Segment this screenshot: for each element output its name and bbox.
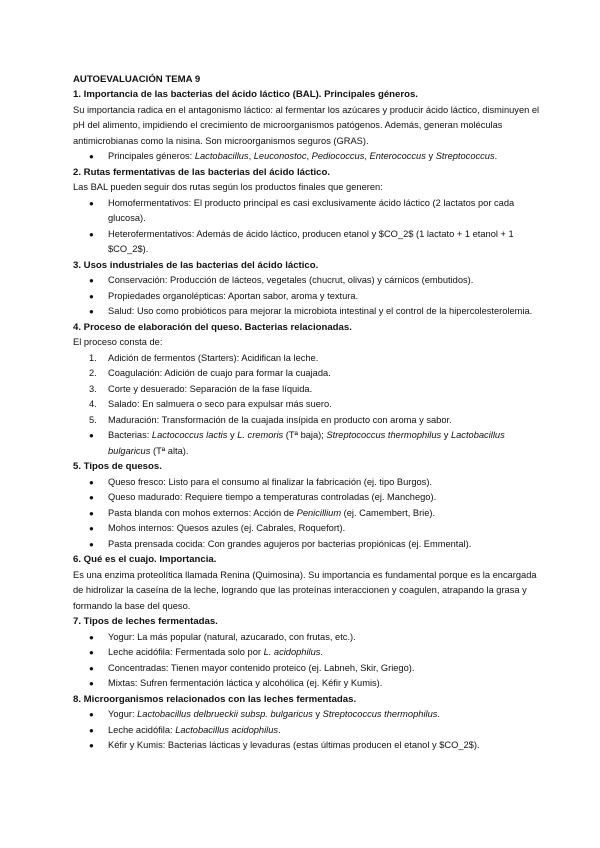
list-item: ● Queso fresco: Listo para el consumo al finalizar la fabricación (ej. tipo Burgos). — [73, 475, 540, 491]
bullet-icon: ● — [89, 508, 94, 518]
list-number: 2. — [89, 368, 97, 378]
list-item: 1. Adición de fermentos (Starters): Acidifican la leche. — [73, 351, 540, 367]
list-item: ● Conservación: Producción de lácteos, vegetales (chucrut, olivas) y cárnicos (embutidos). — [73, 273, 540, 289]
list-item: ● Mixtas: Sufren fermentación láctica y alcohólica (ej. Kéfir y Kumis). — [73, 676, 540, 692]
list-item: ● Principales géneros: Lactobacillus, Leuconostoc, Pediococcus, Enterococcus y Streptococcus. — [73, 149, 540, 165]
list-item: ● Heterofermentativos: Además de ácido láctico, producen etanol y $CO_2$ (1 lactato + 1 etanol + 1 $CO_2$). — [89, 228, 514, 254]
section-heading: 1. Importancia de las bacterias del ácido láctico (BAL). Principales géneros. — [73, 89, 418, 100]
section-3 — [73, 258, 540, 320]
list-number: 4. — [89, 399, 97, 409]
section-heading: 4. Proceso de elaboración del queso. Bacterias relacionadas. — [73, 321, 352, 333]
section-heading: 5. Tipos de quesos. — [73, 461, 162, 472]
bullet-list — [73, 428, 540, 459]
section-5 — [73, 459, 540, 552]
numbered-list — [73, 351, 540, 429]
list-item: 5. Maduración: Transformación de la cuajada insípida en producto con aroma y sabor. — [73, 413, 540, 429]
list-item: ● Pasta prensada cocida: Con grandes agujeros por bacterias propiónicas (ej. Emmental). — [73, 537, 540, 553]
list-item: ● Concentradas: Tienen mayor contenido proteico (ej. Labneh, Skir, Griego). — [73, 661, 540, 677]
bullet-icon: ● — [89, 741, 94, 750]
section-2 — [73, 165, 540, 258]
section-7 — [73, 614, 540, 692]
bullet-icon: ● — [89, 648, 94, 657]
bullet-icon: ● — [89, 152, 94, 161]
section-6 — [73, 552, 540, 614]
bullet-icon: ● — [89, 307, 94, 316]
list-item: 4. Salado: En salmuera o seco para expulsar más suero. — [73, 397, 540, 413]
section-paragraph: Las BAL pueden seguir dos rutas según los productos finales que generen: — [73, 182, 383, 192]
bullet-icon: ● — [89, 725, 94, 735]
bullet-icon: ● — [89, 632, 94, 642]
section-heading: 8. Microorganismos relacionados con las leches fermentadas. — [73, 693, 357, 705]
bullet-icon: ● — [89, 276, 94, 285]
list-item: ● Propiedades organolépticas: Aportan sabor, aroma y textura. — [73, 289, 540, 305]
list-item: ● Leche acidófila: Lactobacillus acidophilus. — [73, 723, 540, 739]
section-paragraph: Es una enzima proteolítica llamada Renina (Quimosina). Su importancia es fundamental porque es la encargada de hidrolizar la caseína de la leche, logrando que las proteínas interaccionen y coagulen, atrapando la grasa y formando la base del queso. — [73, 569, 537, 611]
list-item: 2. Coagulación: Adición de cuajo para formar la cuajada. — [73, 366, 540, 382]
bullet-icon: ● — [89, 477, 94, 487]
list-item: ● Homofermentativos: El producto principal es casi exclusivamente ácido láctico (2 lactatos por cada glucosa). — [89, 197, 515, 223]
bullet-list — [73, 707, 540, 754]
bullet-icon: ● — [89, 710, 94, 719]
section-paragraph: Su importancia radica en el antagonismo láctico: al fermentar los azúcares y producir ácido láctico, disminuyen el pH del alimento, impidiendo el crecimiento de microorganismos patógenos. Además, generan moléculas antimicrobianas como la nisina. Son microorganismos seguros (GRAS). — [73, 104, 540, 146]
bullet-icon: ● — [89, 291, 94, 301]
bullet-icon: ● — [89, 198, 94, 208]
document-title: AUTOEVALUACIÓN TEMA 9 — [73, 74, 201, 85]
bullet-list — [73, 475, 540, 553]
list-item: ● Kéfir y Kumis: Bacterias lácticas y levaduras (estas últimas producen el etanol y $CO_2$). — [73, 738, 540, 754]
list-item: ● Yogur: Lactobacillus delbrueckii subsp. bulgaricus y Streptococcus thermophilus. — [73, 707, 540, 723]
bullet-list — [73, 630, 540, 692]
section-heading: 7. Tipos de leches fermentadas. — [73, 616, 218, 627]
bullet-icon: ● — [89, 663, 94, 673]
bullet-list — [73, 196, 540, 258]
bullet-icon: ● — [89, 679, 94, 688]
section-1 — [73, 87, 540, 165]
list-item: ● Leche acidófila: Fermentada solo por L. acidophilus. — [73, 645, 540, 661]
list-item: ● Yogur: La más popular (natural, azucarado, con frutas, etc.). — [73, 630, 540, 646]
section-4 — [73, 320, 540, 460]
bullet-icon: ● — [89, 539, 94, 549]
list-item: 3. Corte y desuerado: Separación de la fase líquida. — [73, 382, 540, 398]
section-heading: 3. Usos industriales de las bacterias del ácido láctico. — [73, 259, 319, 271]
list-item: ● Queso madurado: Requiere tiempo a temperaturas controladas (ej. Manchego). — [73, 490, 540, 506]
section-8 — [73, 692, 540, 754]
section-heading: 2. Rutas fermentativas de las bacterias del ácido láctico. — [73, 166, 331, 178]
list-number: 1. — [89, 352, 97, 363]
bullet-list — [73, 273, 540, 320]
list-item: ● Pasta blanda con mohos externos: Acción de Penicillium (ej. Camembert, Brie). — [73, 506, 540, 522]
list-item: ● Salud: Uso como probióticos para mejorar la microbiota intestinal y el control de la hipercolesterolemia. — [73, 304, 540, 320]
bullet-icon: ● — [89, 524, 94, 533]
list-item: ● Bacterias: Lactococcus lactis y L. cremoris (Tª baja); Streptococcus thermophilus y Lactobacillus bulgaricus (Tª alta). — [89, 430, 505, 456]
bullet-icon: ● — [89, 229, 94, 239]
list-number: 3. — [89, 383, 97, 394]
bullet-icon: ● — [89, 431, 94, 440]
bullet-icon: ● — [89, 493, 94, 502]
list-number: 5. — [89, 414, 97, 425]
section-heading: 6. Qué es el cuajo. Importancia. — [73, 554, 217, 565]
bullet-list — [73, 149, 540, 165]
list-item: ● Mohos internos: Quesos azules (ej. Cabrales, Roquefort). — [73, 521, 540, 537]
section-paragraph: El proceso consta de: — [73, 337, 163, 347]
